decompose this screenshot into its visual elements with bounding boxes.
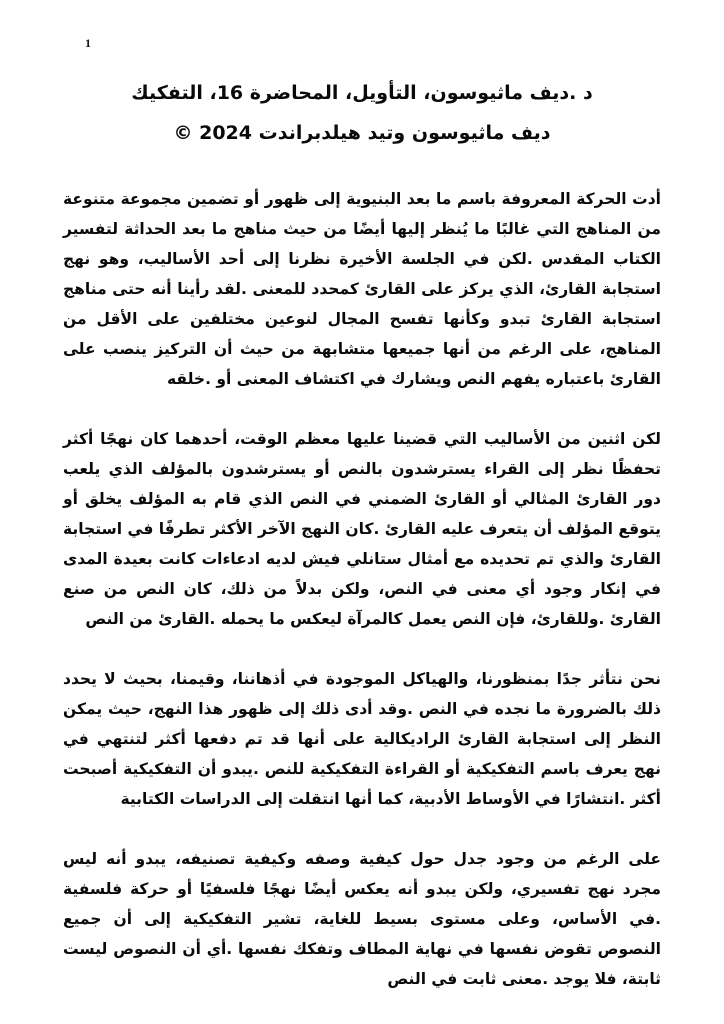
authors-text: ديف ماثيوسون وتيد هيلدبراندت (258, 122, 551, 144)
paragraph-1: أدت الحركة المعروفة باسم ما بعد البنيوية إلى ظهور أو تضمين مجموعة متنوعة من المناهج التي غالبًا ما يُنظر إليها أيضًا من حيث مناهج ما بعد الحداثة لتفسير الكتاب المقدس .لكن في الجلسة الأخيرة نظرنا إلى أحد الأساليب، وهو نهج استجابة القارئ، الذي يركز على القارئ كمحدد للمعنى .لقد رأينا أنه حتى مناهج استجابة القارئ تبدو وكأنها تفسح المجال لنوعين مختلفين على الأقل من المناهج، على الرغم من أنها جميعها متشابهة من حيث أن التركيز ينصب على القارئ باعتباره يفهم النص ويشارك في اكتشاف المعنى أو .خلقه (63, 190, 661, 388)
paragraph-2: لكن اثنين من الأساليب التي قضينا عليها معظم الوقت، أحدهما كان نهجًا أكثر تحفظًا نظر إلى القراء يسترشدون بالنص أو يسترشدون بالمؤلف الذي يلعب دور القارئ المثالي أو القارئ الضمني في النص الذي قام به المؤلف يخلق أو يتوقع المؤلف أن يتعرف عليه القارئ .كان النهج الآخر الأكثر تطرفًا في استجابة القارئ والذي تم تحديده مع أمثال ستانلي فيش لديه ادعاءات كانت بعيدة المدى في إنكار وجود أي معنى في النص، ولكن بدلاً من ذلك، كان النص من صنع القارئ .وللقارئ، فإن النص يعمل كالمرآة ليعكس ما يحمله .القارئ من النص (63, 430, 661, 628)
page-number: 1 (85, 36, 91, 50)
document-body (63, 184, 661, 1024)
paragraph-3: نحن نتأثر جدًا بمنظورنا، والهياكل الموجودة في أذهاننا، وقيمنا، بحيث لا يحدد ذلك بالضرورة ما نجده في النص .وقد أدى ذلك إلى ظهور هذا النهج، حيث يمكن النظر إلى استجابة القارئ الراديكالية على أنها قد تم دفعها أكثر لتنتهي في نهج يعرف باسم التفكيكية أو القراءة التفكيكية للنص .يبدو أن التفكيكية أصبحت أكثر .انتشارًا في الأوساط الأدبية، كما أنها انتقلت إلى الدراسات الكتابية (63, 670, 661, 808)
title-line-authors (63, 120, 661, 146)
paragraph-4: على الرغم من وجود جدل حول كيفية وصفه وكيفية تصنيفه، يبدو أنه ليس مجرد نهج تفسيري، ولكن يبدو أنه يعكس أيضًا نهجًا فلسفيًا أو حركة فلسفية .في الأساس، وعلى مستوى بسيط للغاية، تشير التفكيكية إلى أن جميع النصوص تقوض نفسها في نهاية المطاف وتفكك نفسها .أي أن النصوص ليست ثابتة، فلا يوجد .معنى ثابت في النص (63, 850, 661, 988)
title-line-lecture: د .ديف ماثيوسون، التأويل، المحاضرة 16، التفكيك (131, 82, 593, 104)
copyright-notice: © 2024 (173, 122, 252, 144)
document-title-block (63, 80, 661, 146)
